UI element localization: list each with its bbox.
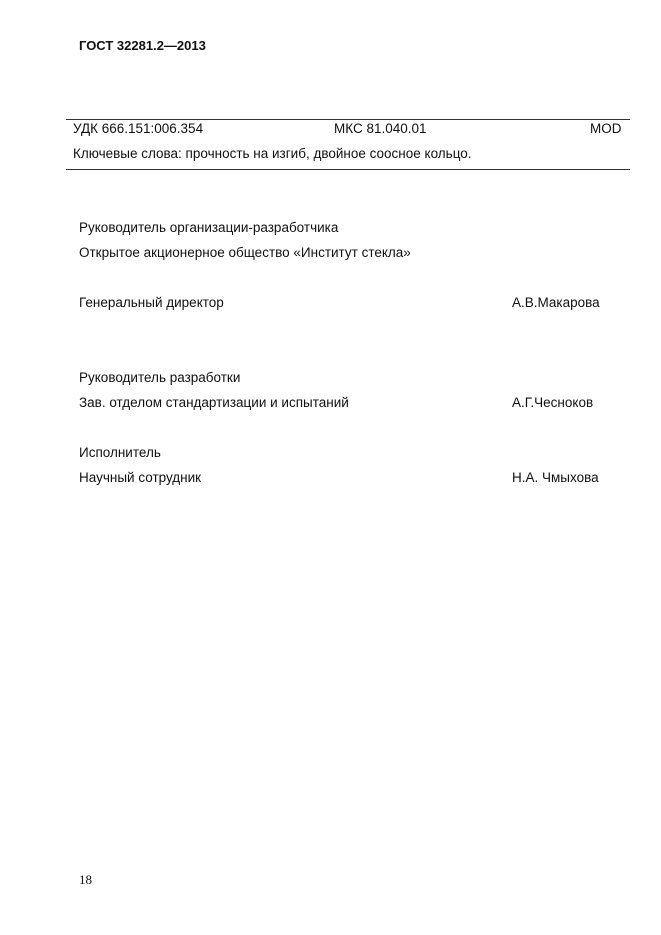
udk-code: УДК 666.151:006.354	[73, 121, 204, 136]
org-head-label: Руководитель организации-разработчика	[79, 220, 339, 235]
bottom-divider	[66, 169, 630, 170]
director-title: Генеральный директор	[79, 295, 224, 310]
document-standard-title: ГОСТ 32281.2—2013	[79, 38, 206, 53]
mks-code: МКС 81.040.01	[334, 121, 427, 136]
executor-name: Н.А. Чмыхова	[512, 470, 599, 485]
dev-head-label: Руководитель разработки	[79, 370, 241, 385]
org-name: Открытое акционерное общество «Институт стекла»	[79, 245, 411, 260]
dev-head-name: А.Г.Чесноков	[512, 395, 594, 410]
top-divider	[66, 119, 630, 120]
director-name: А.В.Макарова	[512, 295, 600, 310]
dev-head-title: Зав. отделом стандартизации и испытаний	[79, 395, 349, 410]
page-number: 18	[79, 872, 92, 887]
modification-code: MOD	[590, 121, 622, 136]
keywords-line: Ключевые слова: прочность на изгиб, двойное соосное кольцо.	[73, 146, 472, 161]
executor-label: Исполнитель	[79, 445, 161, 460]
executor-title: Научный сотрудник	[79, 470, 202, 485]
